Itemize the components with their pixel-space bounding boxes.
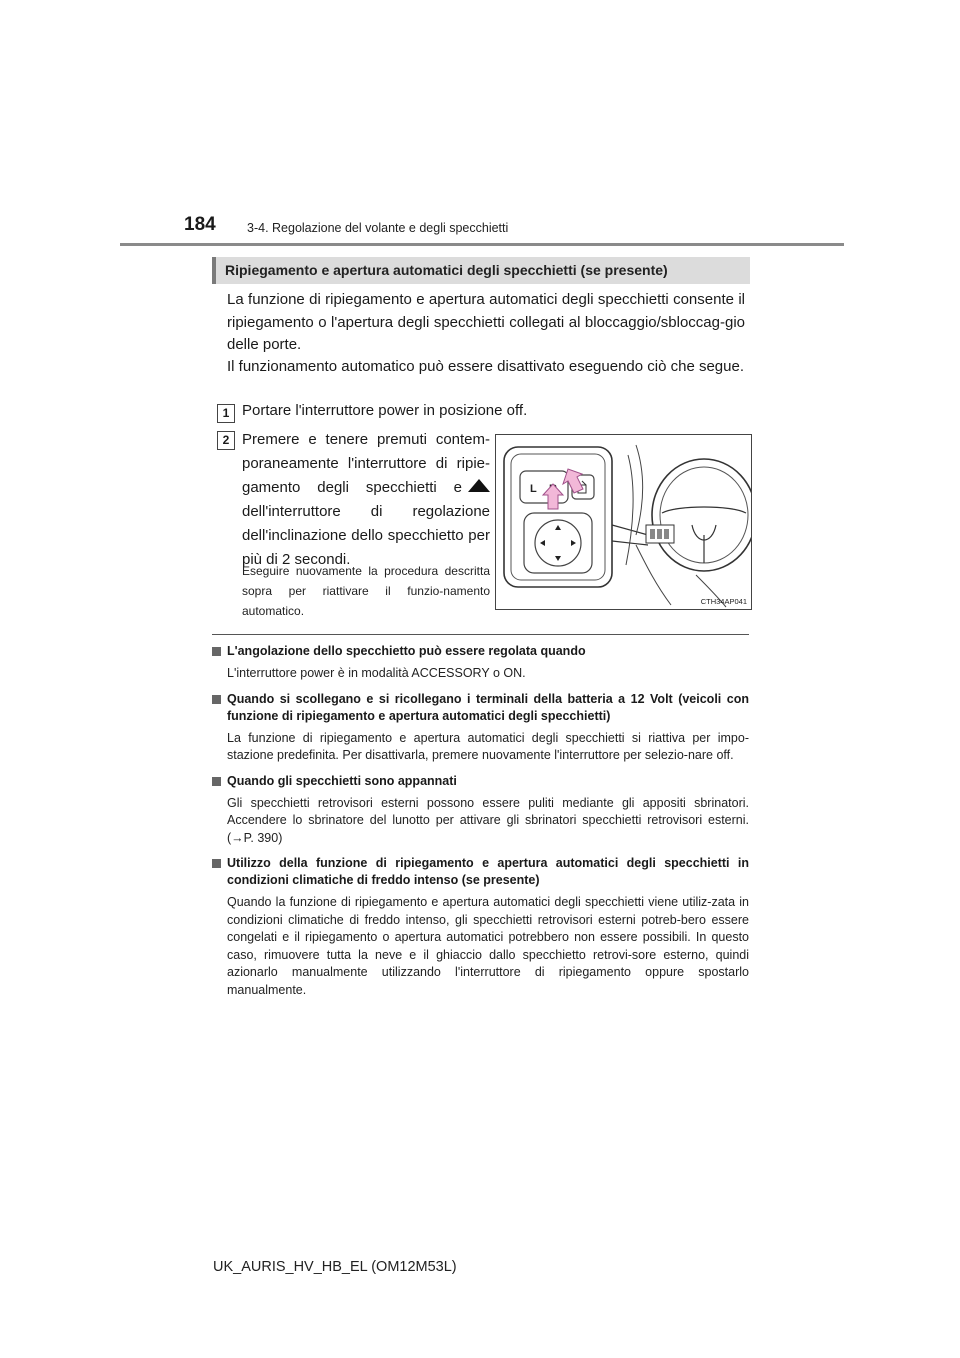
step-1-text: Portare l'interruttore power in posizione off. <box>242 402 528 419</box>
step-2-number: 2 <box>217 431 235 450</box>
title-accent <box>212 257 216 284</box>
section-title: Ripiegamento e apertura automatici degli specchietti (se presente) <box>225 262 668 278</box>
square-bullet-icon <box>212 647 221 656</box>
step-2-text-after: dell'interruttore di regolazione dell'inclinazione dello specchietto per più di 2 secondi. <box>242 503 490 569</box>
note-body: Gli specchietti retrovisori esterni possono essere puliti mediante gli appositi sbrinatori. Accendere lo sbrinatore del lunotto per attivare gli sbrinatori specchietti retrovisori esterni. (→P. 390) <box>227 795 749 845</box>
illustration-drawing <box>496 435 751 609</box>
intro-paragraph-2: Il funzionamento automatico può essere disattivato eseguendo ciò che segue. <box>227 358 745 375</box>
step-2-note: Eseguire nuovamente la procedura descritta sopra per riattivare il funzio-namento automatico. <box>242 564 490 618</box>
triangle-up-icon <box>468 476 490 500</box>
step-2-text: Premere e tenere premuti contem-poraneamente l'interruttore di ripie-gamento degli specchietti e <box>242 431 490 496</box>
header-rule <box>120 243 844 246</box>
note-body: Quando la funzione di ripiegamento e apertura automatici degli specchietti viene utiliz-zata in condizioni climatiche di freddo intenso, gli specchietti retrovisori esterni potreb-bero essere congelati e il ripiegamento o apertura automatici potrebbero non essere possibili. In questo caso, rimuovere tutta la neve e il ghiaccio dallo specchietto retrovi-sore esterno, quindi azionarlo manualmente utilizzando l'interruttore di ripiegamento oppure spostarlo manualmente. <box>227 895 749 997</box>
running-header: 3-4. Regolazione del volante e degli specchietti <box>247 221 509 235</box>
notes-section <box>212 643 749 1007</box>
section-title-bar <box>212 257 750 284</box>
illustration-code: CTH34AP041 <box>700 597 747 606</box>
step-1-number: 1 <box>217 404 235 423</box>
intro-paragraph-1: La funzione di ripiegamento e apertura automatici degli specchietti consente il ripiegamento o l'apertura degli specchietti collegati al bloccaggio/sbloccag-gio delle porte. <box>227 291 745 353</box>
note-title: Quando gli specchietti sono appannati <box>212 773 749 790</box>
note-item <box>212 691 749 765</box>
page-number: 184 <box>184 214 216 235</box>
note-title: L'angolazione dello specchietto può essere regolata quando <box>212 643 749 660</box>
square-bullet-icon <box>212 777 221 786</box>
note-title: Utilizzo della funzione di ripiegamento e apertura automatici degli specchietti in condizioni climatiche di freddo intenso (se presente) <box>212 855 749 889</box>
note-item <box>212 773 749 848</box>
footer-code: UK_AURIS_HV_HB_EL (OM12M53L) <box>213 1259 457 1275</box>
note-item <box>212 855 749 999</box>
label-l: L <box>530 483 537 495</box>
note-body: La funzione di ripiegamento e apertura automatici degli specchietti si riattiva per impo-stazione predefinita. Per disattivarla, premere nuovamente l'interruttore per selezio-nare off. <box>227 730 749 762</box>
note-item <box>212 643 749 683</box>
square-bullet-icon <box>212 695 221 704</box>
mirror-switch-illustration <box>495 434 752 610</box>
square-bullet-icon <box>212 859 221 868</box>
note-title: Quando si scollegano e si ricollegano i terminali della batteria a 12 Volt (veicoli con funzione di ripiegamento e apertura automatici degli specchietti) <box>212 691 749 725</box>
notes-separator <box>212 634 749 635</box>
step-2-text-block <box>242 428 490 572</box>
note-body: L'interruttore power è in modalità ACCESSORY o ON. <box>227 666 526 680</box>
